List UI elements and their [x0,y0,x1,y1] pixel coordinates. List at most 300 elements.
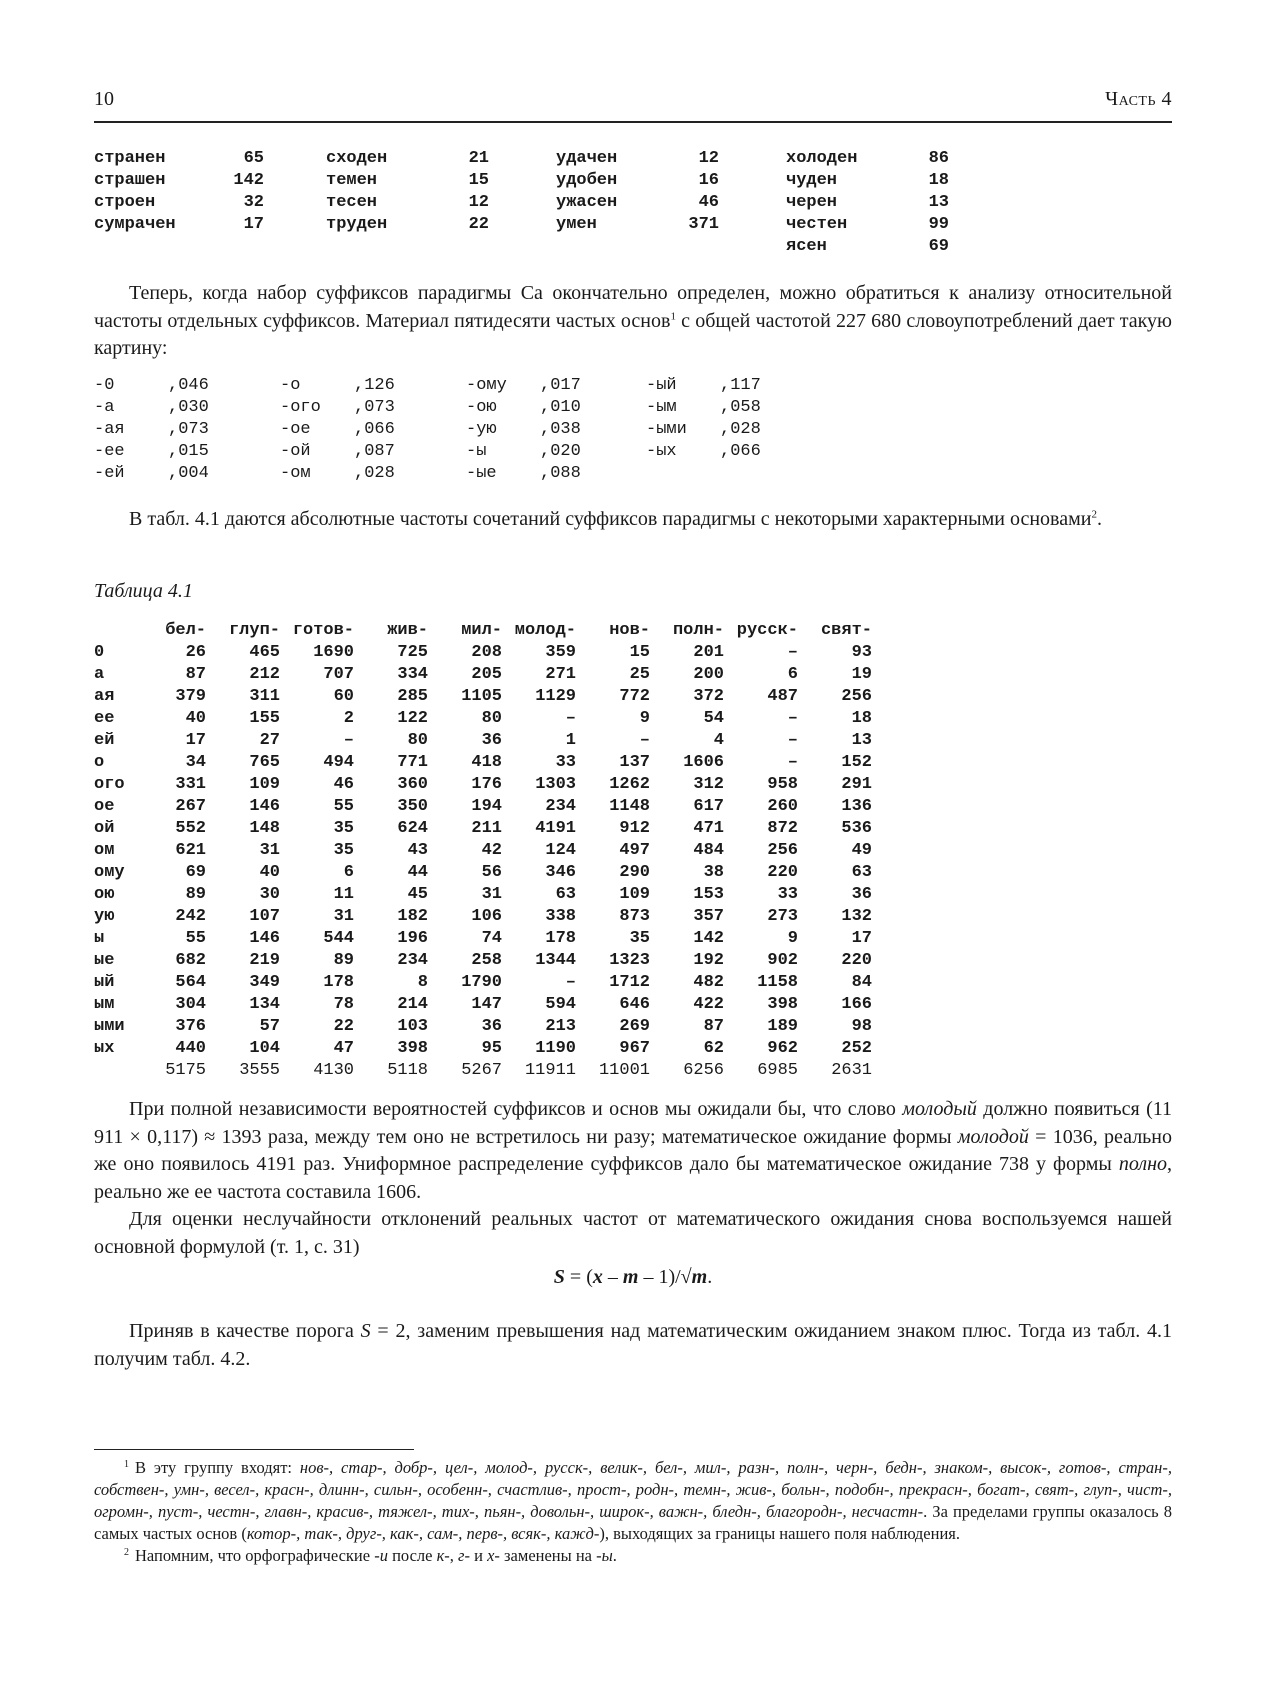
suffix-frequency: ,126 [354,376,395,395]
table-cell: 201 [693,643,724,662]
table-cell: 484 [693,841,724,860]
table-cell: 19 [851,665,872,684]
table-cell: 304 [175,995,206,1014]
suffix-item [646,397,796,419]
table-cell: 43 [407,841,428,860]
total-cell: 5175 [165,1061,206,1080]
suffix: -ей [94,464,125,483]
formula-part: – [602,1266,623,1288]
suffix-item [280,375,430,397]
word-list-item [326,214,526,236]
table-cell: 55 [185,929,206,948]
table-cell: 38 [703,863,724,882]
suffix: -ыми [646,420,687,439]
table-cell: 8 [417,973,428,992]
table-cell: 338 [545,907,576,926]
table-cell: 36 [481,731,502,750]
table-header-row [94,620,872,642]
table-row [94,686,872,708]
table-cell: 912 [619,819,650,838]
table-cell: 62 [703,1039,724,1058]
row-label-suffix: а [94,665,105,684]
suffix-item [466,463,616,485]
table-cell: 35 [333,841,354,860]
table-cell: – [787,731,798,750]
table-cell: 84 [851,973,872,992]
table-cell: 18 [851,709,872,728]
table-cell: 89 [333,951,354,970]
suffix-frequency: ,017 [540,376,581,395]
table-row [94,730,872,752]
suffix-frequency: ,066 [354,420,395,439]
formula-part: – 1)/√ [638,1266,692,1288]
word-list-item [326,148,526,170]
suffix: -ые [466,464,497,483]
table-cell: 902 [767,951,798,970]
table-cell: 621 [175,841,206,860]
table-cell: 142 [693,929,724,948]
table-cell: 497 [619,841,650,860]
suffix-frequency: ,066 [720,442,761,461]
word: странен [94,149,166,168]
table-cell: 624 [397,819,428,838]
table-cell: 46 [333,775,354,794]
word: труден [326,215,388,234]
column-header: жив- [387,621,428,640]
word: ясен [786,237,827,256]
table-cell: 552 [175,819,206,838]
table-cell: 47 [333,1039,354,1058]
table-cell: 17 [851,929,872,948]
table-cell: 132 [841,907,872,926]
table-cell: 208 [471,643,502,662]
footnote-stems: нов-, стар-, добр-, цел-, молод-, русск-, велик-, бел-, мил-, разн-, полн-, черн-, бедн-, знаком-, высок-, готов-, стран-, собствен-, умн-, весел-, красн-, длинн-, сильн-, особенн-, счастлив-, прост-, родн-, темн-, жив-, больн-, подобн-, прекрасн-, богат-, свят-, глуп-, чист-, огромн-, пуст-, честн-, главн-, красив-, тяжел-, тих-, пьян-, довольн-, широк-, важн-, бледн-, благородн-, несчастн- [94,1458,1172,1521]
suffix-item [94,463,244,485]
word-list-item [786,170,986,192]
table-cell: 725 [397,643,428,662]
table-cell: 36 [481,1017,502,1036]
word-count: 32 [243,193,264,212]
suffix: -ого [280,398,321,417]
row-label-suffix: ы [94,929,105,948]
table-cell: 33 [777,885,798,904]
table-cell: 178 [545,929,576,948]
table-row [94,1038,872,1060]
corner-cell [94,620,148,642]
total-cell: 6985 [757,1061,798,1080]
table-cell: 57 [259,1017,280,1036]
suffix-item [280,441,430,463]
suffix-item [466,397,616,419]
suffix-item [94,397,244,419]
footnote-text: Напомним, что орфографические [135,1546,375,1565]
table-cell: 30 [259,885,280,904]
word: ужасен [556,193,618,212]
footnote-text: ), выходящих за границы нашего поля наблюдения. [599,1524,960,1543]
table-cell: 6 [343,863,354,882]
table-cell: 357 [693,907,724,926]
table-cell: 35 [629,929,650,948]
table-cell: 418 [471,753,502,772]
table-cell: 136 [841,797,872,816]
row-label-suffix: ая [94,687,115,706]
word-count: 16 [698,171,719,190]
formula-S: S [553,1266,565,1288]
word: сходен [326,149,388,168]
table-cell: 1344 [535,951,576,970]
formula-part: = ( [564,1266,593,1288]
suffix: -ой [280,442,311,461]
table-cell: 440 [175,1039,206,1058]
table-cell: 11 [333,885,354,904]
suffix-frequency: ,087 [354,442,395,461]
word-count: 12 [698,149,719,168]
paragraph-table-intro [94,506,1172,534]
word-list-column [556,148,756,236]
paragraph-text: = 1036, реально же оно появилось 4191 раз. Униформное распределение суффиксов дало бы математическое ожидание 738 у формы [94,1125,1172,1175]
table-cell: 63 [851,863,872,882]
row-label-suffix: ым [94,995,115,1014]
table-cell: 80 [481,709,502,728]
row-label-suffix: ее [94,709,115,728]
row-label-suffix: ое [94,797,115,816]
table-cell: 334 [397,665,428,684]
suffix-item [646,375,796,397]
paragraph-text: = 2, заменим превышения над математическим ожиданием знаком плюс. Тогда из табл. 4.1 получим табл. 4.2. [94,1320,1172,1370]
table-cell: 594 [545,995,576,1014]
table-cell: 211 [471,819,502,838]
table-cell: 44 [407,863,428,882]
table-cell: – [565,709,576,728]
paragraph-threshold [94,1318,1172,1373]
word-count: 69 [928,237,949,256]
table-cell: 98 [851,1017,872,1036]
table-cell: 93 [851,643,872,662]
table-cell: 487 [767,687,798,706]
table-cell: 27 [259,731,280,750]
table-cell: 107 [249,907,280,926]
running-head [94,88,1172,116]
row-label-suffix: ые [94,951,115,970]
footnote-ref[interactable]: 2 [1091,508,1097,521]
totals-label [94,1060,148,1082]
column-header: готов- [292,621,354,640]
total-cell: 6256 [683,1061,724,1080]
word-list-item [556,214,756,236]
paragraph-text: В табл. 4.1 даются абсолютные частоты сочетаний суффиксов парадигмы с некоторыми характерными основами [129,508,1092,530]
suffix-item [466,375,616,397]
word: удобен [556,171,618,190]
suffix-item [646,441,796,463]
word-list-item [786,236,986,258]
table-cell: 189 [767,1017,798,1036]
table-cell: 617 [693,797,724,816]
suffix-column [280,375,430,485]
table-cell: 967 [619,1039,650,1058]
suffix: -ее [94,442,125,461]
table-cell: 45 [407,885,428,904]
table-cell: 1 [565,731,576,750]
table-cell: 267 [175,797,206,816]
table-row [94,994,872,1016]
footnotes [94,1457,1172,1567]
total-cell: 4130 [313,1061,354,1080]
total-cell: 11911 [524,1061,576,1080]
table-cell: 15 [629,643,650,662]
table-cell: 234 [397,951,428,970]
footnote-ref[interactable]: 1 [670,309,676,322]
row-label-suffix: ом [94,841,115,860]
table-cell: 772 [619,687,650,706]
table-cell: 87 [185,665,206,684]
formula-part: . [707,1266,713,1288]
word-list-item [786,214,986,236]
formula-x: x [592,1266,603,1288]
table-row [94,664,872,686]
table-cell: 153 [693,885,724,904]
word-list-item [326,170,526,192]
table-cell: 31 [481,885,502,904]
table-row [94,796,872,818]
column-header: бел- [165,621,206,640]
column-header: нов- [609,621,650,640]
footnote-text: . [612,1546,617,1565]
table-cell: 765 [249,753,280,772]
table-row [94,884,872,906]
table-cell: 205 [471,665,502,684]
word: сумрачен [94,215,176,234]
table-cell: 56 [481,863,502,882]
table-cell: 124 [545,841,576,860]
suffix: -ою [466,398,497,417]
suffix-item [280,419,430,441]
word-count: 13 [928,193,949,212]
suffix: -ых [646,442,677,461]
word-count: 22 [468,215,489,234]
word-list-item [556,170,756,192]
word-count: 86 [928,149,949,168]
table-cell: 182 [397,907,428,926]
suffix: -ым [646,398,677,417]
italic-term: молодой [957,1125,1029,1148]
formula-m: m [622,1266,639,1288]
table-cell: 873 [619,907,650,926]
table-cell: 471 [693,819,724,838]
paragraph-independence [94,1096,1172,1261]
word: удачен [556,149,618,168]
table-cell: 372 [693,687,724,706]
table-cell: 33 [555,753,576,772]
suffix: -0 [94,376,115,395]
footnote-number: 2 [124,1546,129,1558]
table-cell: 178 [323,973,354,992]
word-count: 99 [928,215,949,234]
table-cell: 422 [693,995,724,1014]
table-cell: – [565,973,576,992]
table-cell: 1790 [461,973,502,992]
table-cell: 4 [713,731,724,750]
table-cell: 234 [545,797,576,816]
suffix-item [94,419,244,441]
header-rule [94,121,1172,123]
table-cell: 256 [767,841,798,860]
table-cell: 312 [693,775,724,794]
footnote-text: и [469,1546,488,1565]
table-row [94,840,872,862]
table-cell: 252 [841,1039,872,1058]
table-cell: 1712 [609,973,650,992]
italic-term: молодый [902,1098,977,1120]
word-list-item [94,148,294,170]
table-cell: 31 [333,907,354,926]
table-cell: 4191 [535,819,576,838]
suffix-frequency: ,030 [168,398,209,417]
table-cell: – [343,731,354,750]
table-cell: 682 [175,951,206,970]
word-list-item [94,192,294,214]
page-number: 10 [94,88,114,110]
table-cell: 55 [333,797,354,816]
table-cell: 49 [851,841,872,860]
table-cell: 146 [249,797,280,816]
word-count: 371 [688,215,719,234]
table-cell: 564 [175,973,206,992]
word-list-item [786,148,986,170]
table-row [94,950,872,972]
table-cell: 482 [693,973,724,992]
suffix-item [280,463,430,485]
table-cell: 152 [841,753,872,772]
table-cell: 1148 [609,797,650,816]
table-cell: 40 [259,863,280,882]
word-list-item [94,214,294,236]
table-cell: – [787,643,798,662]
suffix: -о [280,376,301,395]
table-cell: 80 [407,731,428,750]
word-list-item [556,148,756,170]
table-cell: 196 [397,929,428,948]
table-cell: 962 [767,1039,798,1058]
footnote-1 [94,1457,1172,1545]
table-cell: 17 [185,731,206,750]
footnote-rule [94,1449,414,1450]
table-cell: 872 [767,819,798,838]
paragraph-formula-intro: Для оценки неслучайности отклонений реальных частот от математического ожидания снова воспользуемся нашей основной формулой (т. 1, с. 31) [94,1208,1172,1258]
paragraph-text: , реально же ее частота составила 1606. [94,1153,1172,1203]
table-row [94,928,872,950]
table-cell: 544 [323,929,354,948]
frequency-table [94,620,872,1082]
table-cell: 220 [841,951,872,970]
suffix: -ы [466,442,487,461]
table-row [94,862,872,884]
table-cell: 40 [185,709,206,728]
table-cell: 103 [397,1017,428,1036]
table-cell: – [639,731,650,750]
row-label-suffix: ой [94,819,115,838]
table-cell: 350 [397,797,428,816]
table-cell: 346 [545,863,576,882]
paragraph-text: При полной независимости вероятностей суффиксов и основ мы ожидали бы, что слово [129,1098,903,1120]
table-cell: 290 [619,863,650,882]
table-cell: 2 [343,709,354,728]
paragraph-text: Теперь, когда набор суффиксов парадигмы Ca окончательно определен, можно обратиться к анализу относительной частоты отдельных суффиксов. Материал пятидесяти частых основ [94,282,1172,332]
table-row [94,752,872,774]
footnote-number: 1 [124,1458,129,1470]
suffix-frequency: ,058 [720,398,761,417]
row-label-suffix: ого [94,775,125,794]
table-cell: 242 [175,907,206,926]
table-cell: 146 [249,929,280,948]
word-count: 12 [468,193,489,212]
table-cell: 269 [619,1017,650,1036]
table-cell: 331 [175,775,206,794]
italic-term: полно [1118,1153,1167,1175]
table-cell: 771 [397,753,428,772]
table-cell: 60 [333,687,354,706]
total-cell: 3555 [239,1061,280,1080]
word: темен [326,171,378,190]
formula-m: m [691,1266,708,1288]
word: страшен [94,171,166,190]
row-label-suffix: 0 [94,643,105,662]
paragraph-text: . [1096,508,1102,530]
suffix-item [94,441,244,463]
word-list-item [786,192,986,214]
table-cell: 6 [787,665,798,684]
part-title: Часть 4 [1105,88,1172,110]
table-cell: 271 [545,665,576,684]
table-cell: 291 [841,775,872,794]
table-cell: 258 [471,951,502,970]
table-cell: 104 [249,1039,280,1058]
suffix-frequency: ,073 [168,420,209,439]
table-cell: 137 [619,753,650,772]
table-cell: 42 [481,841,502,860]
table-row [94,818,872,840]
table-cell: 1158 [757,973,798,992]
word: честен [786,215,848,234]
footnote-2 [94,1545,1172,1567]
word-list-item [326,192,526,214]
word-count: 46 [698,193,719,212]
table-cell: 958 [767,775,798,794]
table-cell: 36 [851,885,872,904]
table-caption: Таблица 4.1 [94,580,193,602]
table-cell: 1690 [313,643,354,662]
word-count: 18 [928,171,949,190]
footnote-text: В эту группу входят: [135,1458,300,1477]
suffix-frequency: ,004 [168,464,209,483]
table-cell: 536 [841,819,872,838]
italic-term: к- [436,1546,450,1565]
table-cell: 1105 [461,687,502,706]
italic-term: S [360,1320,371,1342]
suffix-frequency: ,020 [540,442,581,461]
table-row [94,972,872,994]
word-list-column [94,148,294,236]
suffix-frequency: ,117 [720,376,761,395]
table-cell: 1190 [535,1039,576,1058]
table-cell: 22 [333,1017,354,1036]
table-cell: 25 [629,665,650,684]
table-cell: 213 [545,1017,576,1036]
suffix-frequency: ,038 [540,420,581,439]
table-cell: 220 [767,863,798,882]
table-cell: – [787,753,798,772]
suffix: -ый [646,376,677,395]
table-cell: 1303 [535,775,576,794]
